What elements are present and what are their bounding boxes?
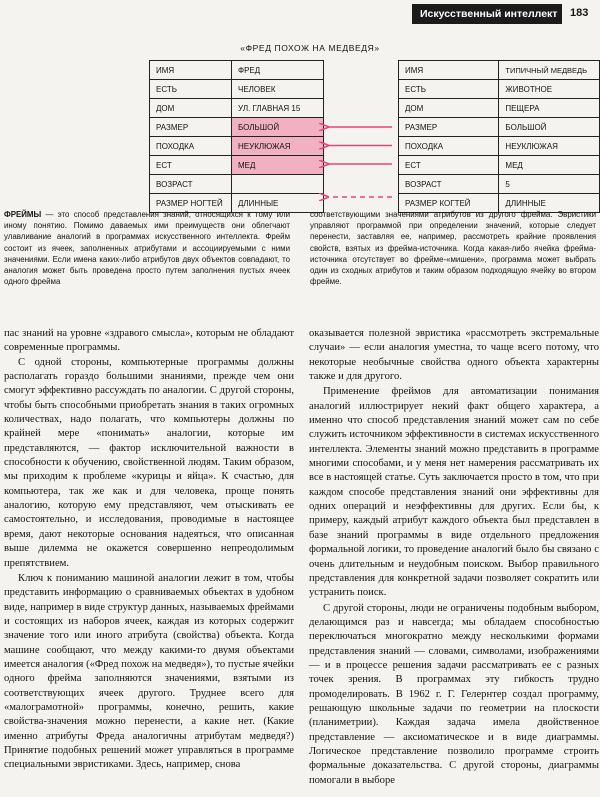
frame-value — [232, 175, 324, 194]
frame-attribute: ДОМ — [150, 99, 232, 118]
frame-row — [399, 99, 600, 118]
frame-value: 5 — [499, 175, 600, 194]
frame-attribute: ЕСТ — [399, 156, 499, 175]
frame-attribute: ВОЗРАСТ — [399, 175, 499, 194]
bear-frame-table — [398, 60, 600, 213]
frame-attribute: РАЗМЕР КОГТЕЙ — [399, 194, 499, 213]
caption-lead: ФРЕЙМЫ — [4, 210, 42, 219]
frame-value: МЕД — [232, 156, 324, 175]
body-column-right — [309, 327, 599, 788]
frame-value: ЖИВОТНОЕ — [499, 80, 600, 99]
frame-row — [150, 156, 324, 175]
frame-row — [150, 175, 324, 194]
frame-attribute: РАЗМЕР — [150, 118, 232, 137]
frame-row — [399, 61, 600, 80]
frame-row — [150, 137, 324, 156]
frame-value: НЕУКЛЮЖАЯ — [499, 137, 600, 156]
frame-attribute: ПОХОДКА — [399, 137, 499, 156]
frame-row — [399, 175, 600, 194]
frame-row — [399, 118, 600, 137]
frame-row — [399, 137, 600, 156]
frame-value: ФРЕД — [232, 61, 324, 80]
frame-attribute: ПОХОДКА — [150, 137, 232, 156]
caption-left — [4, 209, 290, 287]
frame-value: НЕУКЛЮЖАЯ — [232, 137, 324, 156]
frame-row — [150, 61, 324, 80]
paragraph: Применение фреймов для автоматизации понимания аналогий иллюстрирует некий факт общего характера, а именно что способ представления знаний может сам по себе служить источником эффективности в системах искусственного интеллекта. Элементы знаний можно представить в программе многими способами, и у меня нет намерения рассматривать их все в настоящей статье. Суть заключается просто в том, что при каждом способе представления знаний они эффективны для одних операций и неэффективны для других. Если бы, к примеру, каждый атрибут каждого объекта был представлен в базе знаний программы в виде отдельного предложения формальной логики, то проведение аналогий было бы связано с очень длительным и неудобным поиском. Выбор правильного представления для конкретной задачи позволяет сократить или устранить поиск. — [309, 386, 599, 599]
frame-row — [399, 80, 600, 99]
frame-attribute: ВОЗРАСТ — [150, 175, 232, 194]
paragraph: С одной стороны, компьютерные программы должны располагать гораздо большими знаниями, прежде чем они смогут эффективно рассуждать по аналогии. С другой стороны, чтобы быть способными приобретать знания в таких огромных количествах, надо полагать, что компьютеры должны по крайней мере «понимать» аналогии, которые им представляются, — фактор исключительной важности в способности к обучению, свойственной людям. Таким образом, мы приходим к проблеме «курицы и яйца». К счастью, для компьютера, так же как и для человека, проще понять аналогию, которую ему представляют, чем отыскивать ее самостоятельно, и исследования, проводимые в настоящее время, дают некоторые основания надеяться, что описанная выше дилемма не окажется совершенно непреодолимым препятствием. — [4, 356, 294, 569]
paragraph: Ключ к пониманию машиной аналогии лежит в том, чтобы представить информацию о сравниваемых объектах в удобном виде, например в виде структур данных, называемых фреймами и состоящих из наборов ячеек, каждая из которых содержит значение того или иного атрибута (свойства) объекта. Когда машине сообщают, что между какими-то двумя объектами имеется аналогия («Фред похож на медведя»), то пустые ячейки одного фрейма заполняются значениями, взятыми из соответствующих ячеек другого. Труднее всего для «малограмотной» программы, конечно, решить, какие свойства-значения можно перенести, а какие нет. (Какие именно атрибуты Фреда аналогичны атрибутам медведя?) Принятие подобных решений может управляться в программе специальными эвристиками. Здесь, например, снова — [4, 572, 294, 771]
caption-left-text: — это способ представления знаний, относящихся к тому или иному понятию. Помимо даваемых ими преимуществ они облегчают улавливание аналогий в программах искусственного интеллекта. Фрейм состоит из ячеек, заполненных атрибутами и ассоциируемыми с ними значениями. Если имена каких-либо атрибутов двух объектов совпадают, то аналогия может быть проведена просто путем заполнения пустых ячеек одного фрейма — [4, 210, 290, 287]
frame-row — [150, 118, 324, 137]
frame-value: УЛ. ГЛАВНАЯ 15 — [232, 99, 324, 118]
fred-frame-table — [149, 60, 324, 213]
frame-attribute: ИМЯ — [150, 61, 232, 80]
frame-attribute: РАЗМЕР — [399, 118, 499, 137]
frame-attribute: РАЗМЕР НОГТЕЙ — [150, 194, 232, 213]
frame-attribute: ЕСТЬ — [399, 80, 499, 99]
frame-row — [150, 99, 324, 118]
caption-right: соответствующими значениями атрибутов из другого фрейма. Эвристики управляют программой при определении значений, которые следует перенести, заставляя ее, например, рассмотреть крайние проявления свойств, взятых из фрейма-источника. Когда какая-либо ячейка фрейма-источника отсутствует во фрейме-«мишени», программа может выбрать один из сходных атрибутов и таким образом подходящую ячейку во втором фрейме. — [310, 210, 596, 287]
page-number: 183 — [570, 7, 589, 19]
frame-row — [399, 156, 600, 175]
frame-attribute: ЕСТ — [150, 156, 232, 175]
running-header — [412, 4, 596, 24]
figure-title: «ФРЕД ПОХОЖ НА МЕДВЕДЯ» — [240, 43, 380, 53]
frame-value: МЕД — [499, 156, 600, 175]
paragraph: оказывается полезной эвристика «рассмотреть экстремальные случаи» — если аналогия уместна, то чаще всего потому, что некоторые необычные свойства одного объекта характерны также и для другого. — [309, 328, 599, 383]
frame-value: ЧЕЛОВЕК — [232, 80, 324, 99]
header-title: Искусственный интеллект — [412, 4, 562, 24]
frame-value: ДЛИННЫЕ — [499, 194, 600, 213]
frame-value: ТИПИЧНЫЙ МЕДВЕДЬ — [499, 61, 600, 80]
paragraph: С другой стороны, люди не ограничены подобным выбором, делающимся раз и навсегда; мы обладаем способностью переключаться многократно между несколькими формами представления знаний — словами, символами, изображениями — и в процессе решения задачи рассматривать ее с разных точек зрения. В программах эту гибкость трудно промоделировать. В 1962 г. Г. Гелернтер создал программу, решающую школьные задачи по геометрии на плоскости (планиметрии). Каждая задача имела двойственное представление — аксиоматическое и в виде диаграммы. Логическое представление позволило программе строить формальные доказательства. С другой стороны, диаграммы помогали в выборе — [309, 602, 599, 786]
frame-value: ДЛИННЫЕ — [232, 194, 324, 213]
frame-attribute: ИМЯ — [399, 61, 499, 80]
body-column-left — [4, 327, 294, 773]
frame-attribute: ДОМ — [399, 99, 499, 118]
paragraph: пас знаний на уровне «здравого смысла», которым не обладают современные программы. — [4, 328, 294, 354]
frame-value: БОЛЬШОЙ — [499, 118, 600, 137]
frame-value: ПЕЩЕРА — [499, 99, 600, 118]
frame-row — [150, 80, 324, 99]
frame-value: БОЛЬШОЙ — [232, 118, 324, 137]
frame-attribute: ЕСТЬ — [150, 80, 232, 99]
